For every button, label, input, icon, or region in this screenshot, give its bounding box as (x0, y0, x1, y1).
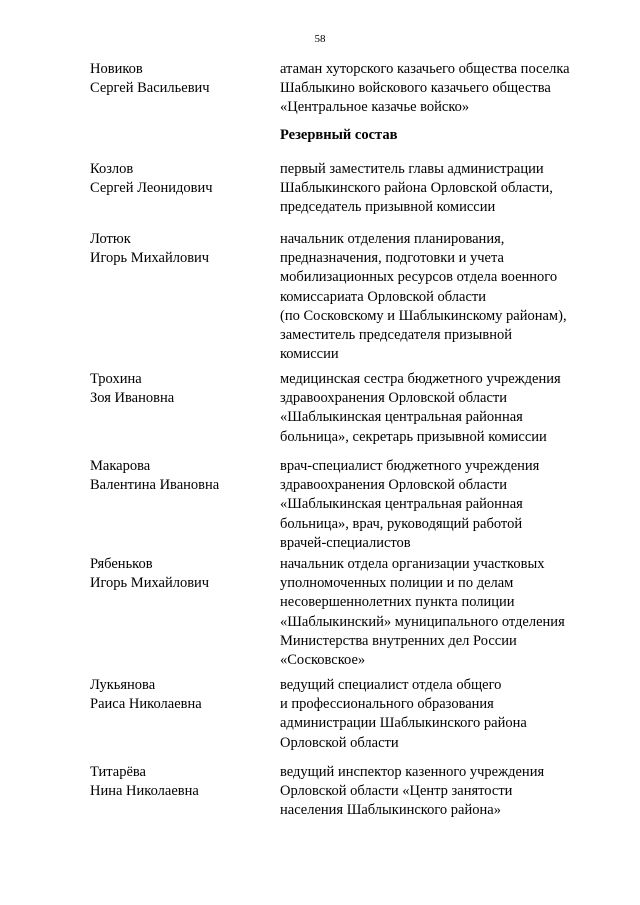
role-line: врачей-специалистов (280, 534, 411, 551)
member-surname: Новиков (90, 61, 143, 77)
role-line: ведущий инспектор казенного учреждения (280, 764, 545, 780)
role-line: здравоохранения Орловской области (280, 390, 507, 407)
member-surname: Макарова (90, 458, 151, 474)
member-given-names: Игорь Михайлович (90, 575, 210, 592)
member-given-names: Валентина Ивановна (90, 477, 220, 494)
member-surname: Рябеньков (90, 556, 153, 572)
role-line: «Сосковское» (280, 652, 366, 669)
member-surname: Трохина (90, 371, 142, 387)
role-line: населения Шаблыкинского района» (280, 802, 501, 819)
member-given-names: Сергей Леонидович (90, 180, 213, 197)
member-role (280, 370, 590, 447)
member-given-names: Зоя Ивановна (90, 390, 175, 407)
role-line: (по Сосковскому и Шаблыкинскому районам), (280, 307, 567, 324)
role-line: первый заместитель главы администрации (280, 161, 544, 177)
role-line: ведущий специалист отдела общего (280, 677, 502, 693)
reserve-section-heading: Резервный состав (280, 127, 398, 143)
member-given-names: Раиса Николаевна (90, 696, 202, 713)
role-line: атаман хуторского казачьего общества поселка (280, 61, 570, 77)
role-line: Министерства внутренних дел России (280, 632, 517, 649)
role-line: больница», врач, руководящий работой (280, 515, 523, 532)
role-line: мобилизационных ресурсов отдела военного (280, 269, 558, 286)
role-line: предназначения, подготовки и учета (280, 250, 504, 267)
role-line: больница», секретарь призывной комиссии (280, 428, 547, 445)
member-entry-novikov (90, 60, 590, 118)
role-line: «Шаблыкинская центральная районная (280, 496, 523, 513)
role-line: администрации Шаблыкинского района (280, 715, 527, 732)
role-line: «Шаблыкинская центральная районная (280, 409, 523, 426)
member-name (90, 457, 280, 553)
role-line: комиссариата Орловской области (280, 288, 486, 305)
member-entry-titareva (90, 763, 590, 821)
role-line: председатель призывной комиссии (280, 199, 496, 216)
member-role (280, 457, 590, 553)
role-line: «Центральное казачье войско» (280, 99, 470, 116)
role-line: медицинская сестра бюджетного учреждения (280, 371, 561, 387)
role-line: начальник отделения планирования, (280, 231, 505, 247)
member-given-names: Игорь Михайлович (90, 250, 210, 267)
page-number: 58 (314, 33, 326, 45)
role-line: комиссии (280, 346, 339, 363)
role-line: Орловской области «Центр занятости (280, 783, 513, 800)
member-entry-ryabenkov (90, 555, 590, 670)
member-surname: Лукьянова (90, 677, 156, 693)
member-given-names: Сергей Васильевич (90, 80, 210, 97)
role-line: «Шаблыкинский» муниципального отделения (280, 613, 565, 630)
member-role (280, 555, 590, 670)
member-entry-makarova (90, 457, 590, 553)
member-role (280, 160, 590, 218)
member-given-names: Нина Николаевна (90, 783, 199, 800)
member-surname: Козлов (90, 161, 134, 177)
member-entry-trokhina (90, 370, 590, 447)
role-line: уполномоченных полиции и по делам (280, 575, 514, 592)
role-line: здравоохранения Орловской области (280, 477, 507, 494)
member-entry-kozlov (90, 160, 590, 218)
member-role (280, 763, 590, 821)
member-name (90, 230, 280, 364)
role-line: несовершеннолетних пункта полиции (280, 594, 515, 611)
member-role (280, 676, 590, 753)
member-surname: Титарёва (90, 764, 146, 780)
role-line: начальник отдела организации участковых (280, 556, 545, 572)
member-name (90, 160, 280, 218)
member-entry-lotyuk (90, 230, 590, 364)
role-line: Шаблыкино войскового казачьего общества (280, 80, 551, 97)
member-role (280, 230, 590, 364)
member-name (90, 676, 280, 753)
role-line: и профессионального образования (280, 696, 494, 713)
role-line: Шаблыкинского района Орловской области, (280, 180, 553, 197)
member-name (90, 555, 280, 670)
role-line: Орловской области (280, 734, 399, 751)
role-line: заместитель председателя призывной (280, 327, 512, 344)
member-name (90, 763, 280, 821)
member-name (90, 370, 280, 447)
role-line: врач-специалист бюджетного учреждения (280, 458, 540, 474)
member-surname: Лотюк (90, 231, 131, 247)
member-entry-lukyanova (90, 676, 590, 753)
member-name (90, 60, 280, 118)
member-role (280, 60, 590, 118)
